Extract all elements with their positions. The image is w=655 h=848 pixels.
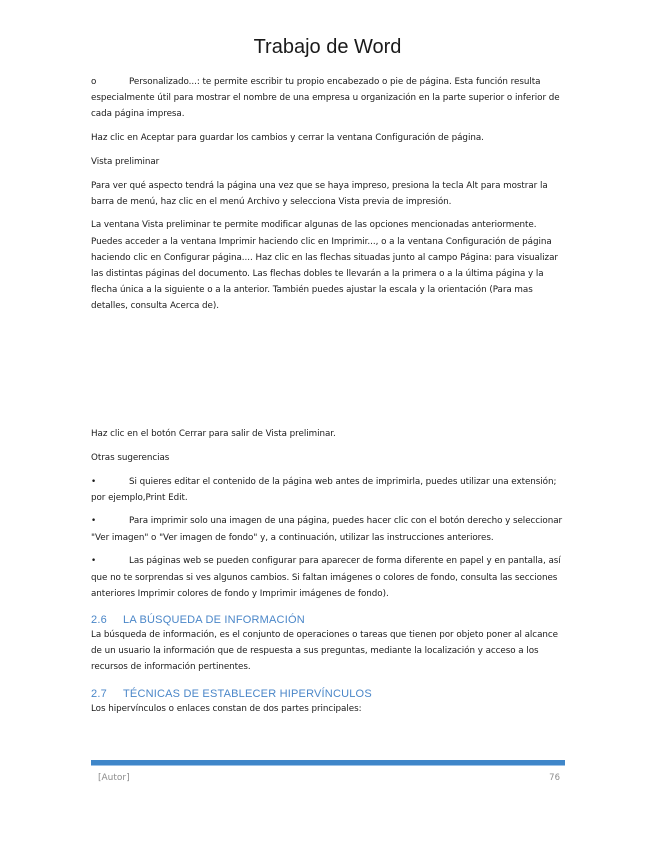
section-title: LA BÚSQUEDA DE INFORMACIÓN bbox=[123, 613, 305, 626]
section-title: TÉCNICAS DE ESTABLECER HIPERVÍNCULOS bbox=[123, 687, 372, 700]
bullet-text: Si quieres editar el contenido de la página web antes de imprimirla, puedes utilizar una extensión; por ejemplo,Print Edit. bbox=[91, 476, 557, 503]
paragraph-vista-instrucciones: Para ver qué aspecto tendrá la página una vez que se haya impreso, presiona la tecla Alt para mostrar la barra de menú, haz clic en el menú Archivo y selecciona Vista previa de impresión. bbox=[91, 180, 548, 207]
bullet-text: Para imprimir solo una imagen de una página, puedes hacer clic con el botón derecho y seleccionar "Ver imagen" o "Ver imagen de fondo" y, a continuación, utilizar las instrucciones anteriores. bbox=[91, 516, 563, 543]
paragraph-busqueda: La búsqueda de información, es el conjunto de operaciones o tareas que tienen por objeto poner al alcance de un usuario la información que de respuesta a sus preguntas, mediante la localización y acceso a los recursos de información pertinentes. bbox=[91, 629, 558, 673]
bullet-marker: • bbox=[91, 556, 97, 567]
page-title: Trabajo de Word bbox=[253, 36, 402, 58]
paragraph-hipervinculos: Los hipervínculos o enlaces constan de dos partes principales: bbox=[91, 703, 362, 714]
footer-author: [Autor] bbox=[98, 773, 130, 783]
paragraph-vista-preliminar-title: Vista preliminar bbox=[91, 156, 160, 167]
paragraph-vista-ventana: La ventana Vista preliminar te permite modificar algunas de las opciones mencionadas anteriormente. Puedes acceder a la ventana Imprimir haciendo clic en Imprimir..., o a la ventana Configuración de página haciendo clic en Configurar página.... Haz clic en las flechas situadas junto al campo Página: para visualizar las distintas páginas del documento. Las flechas dobles te llevarán a la primera o a la última página y la flecha única a la siguiente o a la anterior. También puedes ajustar la escala y la orientación (Para mas detalles, consulta Acerca de). bbox=[91, 220, 558, 312]
section-number: 2.7 bbox=[91, 687, 107, 700]
paragraph-otras-sugerencias: Otras sugerencias bbox=[91, 452, 170, 463]
paragraph-aceptar: Haz clic en Aceptar para guardar los cambios y cerrar la ventana Configuración de página. bbox=[91, 133, 484, 144]
footer-bar bbox=[91, 760, 565, 766]
bullet-text: Las páginas web se pueden configurar para aparecer de forma diferente en papel y en pantalla, así que no te sorprendas si ves algunos cambios. Si faltan imágenes o colores de fondo, consulta las secciones anteriores Imprimir colores de fondo y Imprimir imágenes de fondo). bbox=[91, 556, 561, 599]
bullet-item-2 bbox=[91, 513, 565, 545]
list-marker: o bbox=[91, 77, 97, 87]
bullet-item-1 bbox=[91, 474, 565, 506]
paragraph-cerrar: Haz clic en el botón Cerrar para salir de Vista preliminar. bbox=[91, 429, 336, 440]
document-body bbox=[91, 74, 565, 724]
section-heading-2-6 bbox=[91, 613, 565, 627]
page-number: 76 bbox=[549, 773, 560, 783]
section-heading-2-7 bbox=[91, 687, 565, 701]
section-number: 2.6 bbox=[91, 613, 107, 626]
blank-space bbox=[91, 322, 565, 426]
paragraph-personalizado bbox=[91, 74, 565, 123]
bullet-marker: • bbox=[91, 476, 97, 487]
bullet-item-3 bbox=[91, 553, 565, 602]
bullet-marker: • bbox=[91, 516, 97, 527]
paragraph-text: Personalizado...: te permite escribir tu propio encabezado o pie de página. Esta función resulta especialmente útil para mostrar el nombre de una empresa u organización en la parte superior o inferior de cada página impresa. bbox=[91, 77, 560, 120]
